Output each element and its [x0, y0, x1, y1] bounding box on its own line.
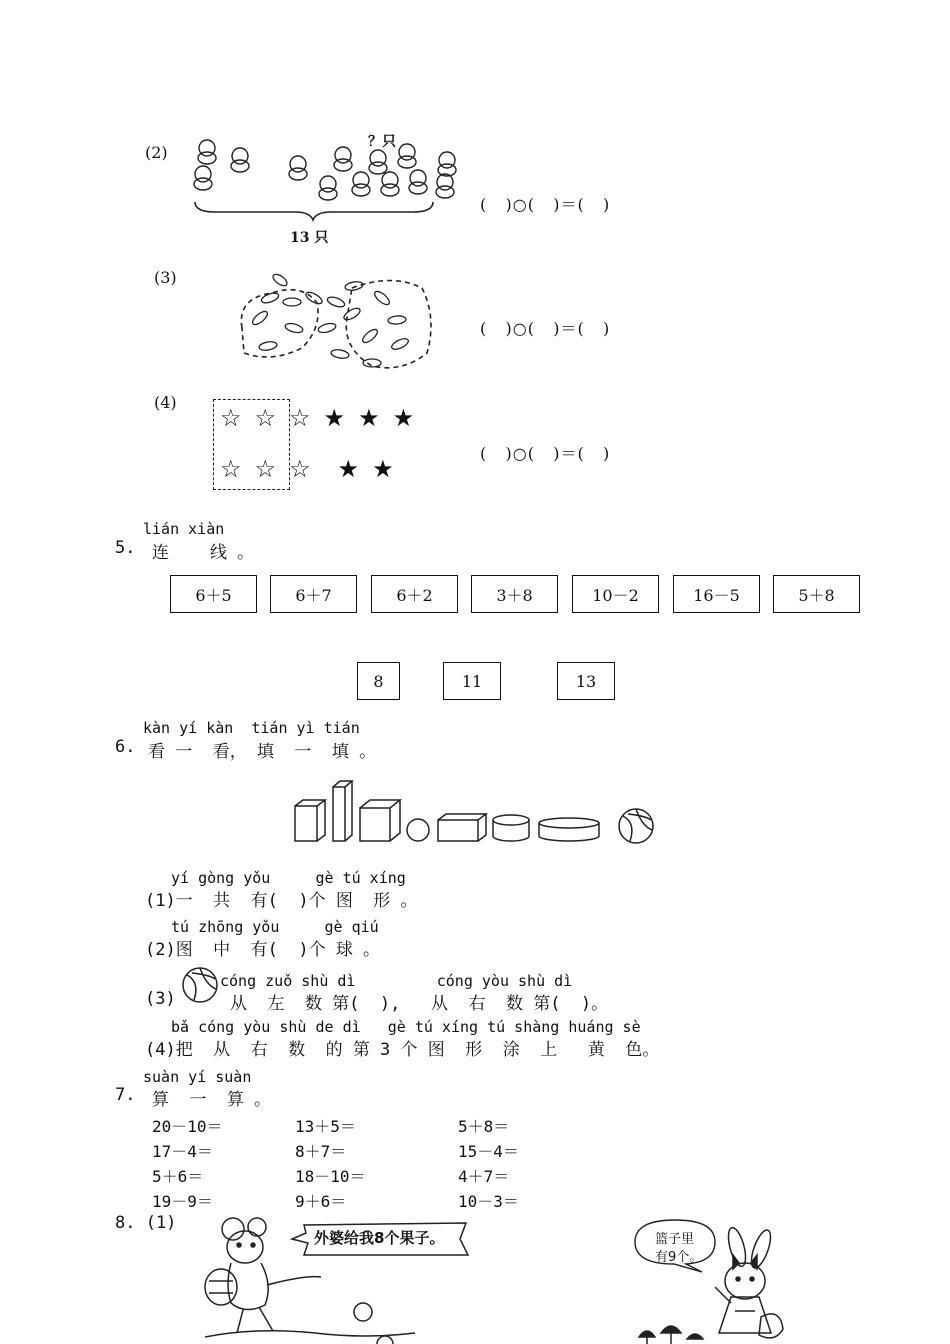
q6-pinyin: kàn yí kàn tián yì tián — [143, 719, 360, 737]
q7-pinyin: suàn yí suàn — [143, 1068, 252, 1086]
answer-box[interactable]: 13 — [557, 662, 615, 700]
filled-star-icon: ★ — [358, 404, 393, 432]
chick-question-label: ？只 — [368, 134, 396, 150]
mouse-speech-text: 外婆给我8个果子。 — [314, 1229, 445, 1247]
answer-box[interactable]: 11 — [443, 662, 501, 700]
filled-star-icon: ★ — [372, 455, 407, 483]
candy-icon — [260, 291, 280, 305]
candy-icon — [330, 348, 349, 359]
q4-part3-label: (3) — [154, 268, 177, 287]
q6-item4-pinyin: bǎ cóng yòu shù de dì gè tú xíng tú shàng huáng sè — [171, 1018, 641, 1036]
flat-cuboid-icon — [438, 814, 486, 841]
filled-star-icon: ★ — [337, 455, 373, 483]
chick-icon — [381, 172, 399, 196]
chick-icon — [194, 166, 212, 190]
candy-icon — [251, 309, 270, 327]
candy-icon — [271, 272, 289, 288]
chick-icon — [398, 144, 416, 168]
cuboid-icon — [295, 800, 325, 841]
expression-box[interactable]: 16－5 — [673, 575, 760, 613]
expression-box[interactable]: 6＋5 — [170, 575, 257, 613]
q4-part4-equation[interactable]: ( )○( )＝( ) — [480, 444, 611, 463]
answer-box[interactable]: 8 — [357, 662, 400, 700]
flat-cylinder-icon — [539, 818, 599, 841]
calc-item: 5＋6＝ — [152, 1167, 204, 1186]
candy-icon — [342, 306, 362, 322]
calc-item: 13＋5＝ — [295, 1117, 356, 1136]
calc-item: 4＋7＝ — [458, 1167, 510, 1186]
cube-icon — [360, 800, 400, 841]
hollow-star-icon: ☆ — [254, 404, 290, 432]
chick-icon — [436, 174, 454, 198]
hollow-star-icon: ☆ — [220, 455, 255, 483]
stars-row-2 — [220, 455, 407, 483]
candy-icon — [363, 359, 381, 367]
chick-icon — [438, 152, 456, 176]
q6-item3-label: (3) — [145, 989, 176, 1009]
calc-item: 5＋8＝ — [458, 1117, 510, 1136]
q6-item1-text: (1)一 共 有( )个 图 形 。 — [145, 891, 418, 911]
q4-part4-label: (4) — [154, 393, 177, 412]
candy-icon — [373, 289, 392, 307]
hollow-star-icon: ☆ — [289, 455, 324, 483]
q6-item3-text: 从 左 数 第( ), 从 右 数 第( )。 — [230, 994, 609, 1014]
volleyball-icon — [619, 809, 653, 843]
q4-part2-equation[interactable]: ( )○( )＝( ) — [480, 195, 611, 214]
brace — [195, 202, 433, 220]
volleyball-icon — [180, 966, 222, 1004]
filled-star-icon: ★ — [392, 404, 428, 432]
chick-icon — [319, 176, 337, 200]
q5-title: 连 线 。 — [152, 543, 255, 563]
chick-icon — [198, 140, 216, 164]
chick-icon — [289, 156, 307, 180]
calc-item: 15－4＝ — [458, 1142, 519, 1161]
q6-number: 6. — [115, 737, 136, 757]
filled-star-icon: ★ — [323, 404, 359, 432]
shapes-illustration — [290, 778, 660, 848]
hollow-star-icon: ☆ — [254, 455, 290, 483]
q6-item3-pinyin: cóng zuǒ shù dì cóng yòu shù dì — [220, 972, 573, 990]
q6-item1-pinyin: yí gòng yǒu gè tú xíng — [171, 869, 406, 887]
chick-icon — [352, 172, 370, 196]
hollow-star-icon: ☆ — [289, 404, 324, 432]
calc-item: 19－9＝ — [152, 1192, 213, 1211]
candy-icon — [361, 327, 380, 345]
chick-icon — [409, 170, 427, 194]
expression-box[interactable]: 5＋8 — [773, 575, 860, 613]
calc-item: 9＋6＝ — [295, 1192, 347, 1211]
q5-number: 5. — [115, 538, 136, 558]
candy-icon — [284, 322, 303, 334]
candies-illustration — [232, 268, 437, 378]
q6-item2-text: (2)图 中 有( )个 球 。 — [145, 940, 381, 960]
expression-box[interactable]: 3＋8 — [471, 575, 558, 613]
calc-item: 20－10＝ — [152, 1117, 223, 1136]
rabbit-illustration — [615, 1225, 795, 1344]
q7-title: 算 一 算 。 — [152, 1090, 272, 1110]
cylinder-icon — [493, 815, 529, 841]
candy-icon — [326, 295, 346, 309]
q6-item4-text: (4)把 从 右 数 的 第 3 个 图 形 涂 上 黄 色。 — [145, 1040, 660, 1060]
q7-number: 7. — [115, 1085, 136, 1105]
calc-item: 8＋7＝ — [295, 1142, 347, 1161]
stars-row-1 — [220, 404, 427, 432]
q4-part2-label: (2) — [145, 143, 168, 162]
tall-cuboid-icon — [333, 781, 352, 841]
candy-icon — [390, 337, 410, 352]
expression-box[interactable]: 10－2 — [572, 575, 659, 613]
small-ball-icon — [407, 819, 429, 841]
calc-item: 10－3＝ — [458, 1192, 519, 1211]
q6-item2-pinyin: tú zhōng yǒu gè qiú — [171, 918, 379, 936]
q8-label: 8. (1) — [115, 1213, 177, 1233]
candy-icon — [258, 340, 277, 351]
chick-icon — [231, 148, 249, 172]
expression-box[interactable]: 6＋2 — [371, 575, 458, 613]
candy-icon — [344, 280, 363, 291]
chick-total-label: 13 只 — [290, 230, 329, 246]
q6-title: 看 一 看， 填 一 填 。 — [148, 742, 377, 762]
chick-icon — [369, 150, 387, 174]
candy-icon — [317, 322, 336, 334]
calc-item: 17－4＝ — [152, 1142, 213, 1161]
rabbit-speech-line2: 有9个。 — [655, 1250, 703, 1265]
rabbit-speech-line1: 篮子里 — [655, 1232, 695, 1247]
candy-icon — [388, 315, 407, 325]
chick-icon — [334, 147, 352, 171]
expression-box[interactable]: 6＋7 — [270, 575, 357, 613]
q5-pinyin: lián xiàn — [143, 520, 225, 538]
calc-item: 18－10＝ — [295, 1167, 366, 1186]
candy-icon — [304, 290, 324, 306]
q4-part3-equation[interactable]: ( )○( )＝( ) — [480, 319, 611, 338]
candy-icon — [283, 298, 301, 306]
hollow-star-icon: ☆ — [220, 404, 255, 432]
